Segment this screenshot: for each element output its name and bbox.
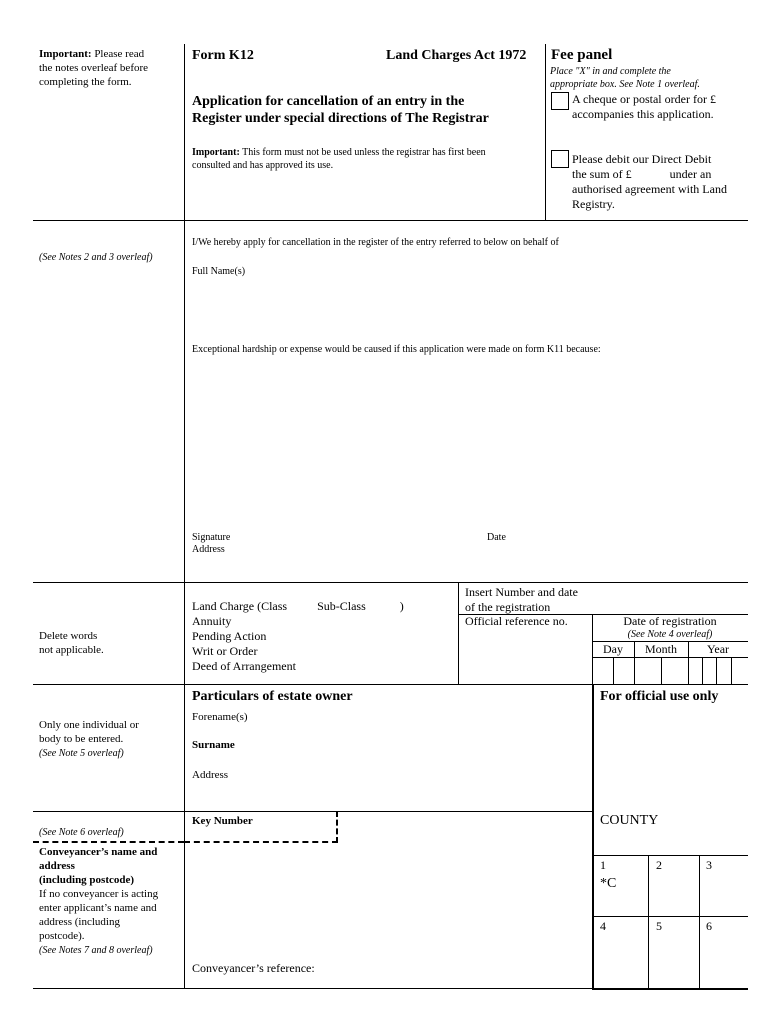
deed-arrangement-option: Deed of Arrangement (192, 659, 296, 673)
official-ref-label: Official reference no. (465, 614, 568, 628)
grid-cell-4: 4 (600, 919, 606, 933)
date-label: Date (487, 532, 506, 543)
insert-line-2: of the registration (465, 600, 551, 614)
forenames-label: Forename(s) (192, 711, 248, 723)
key-number-label: Key Number (192, 815, 253, 827)
signature-label: Signature (192, 532, 231, 543)
important-text-2: the notes overleaf before (39, 62, 149, 74)
fee-panel-title: Fee panel (551, 47, 613, 63)
date-registration-label: Date of registration (623, 614, 717, 628)
full-names-label: Full Name(s) (192, 266, 246, 277)
dd-line-1: Please debit our Direct Debit (572, 152, 712, 166)
applicant-bottom-rule (33, 582, 748, 583)
header-divider (545, 44, 546, 220)
year-box-3 (731, 657, 732, 684)
direct-debit-option (572, 152, 747, 212)
land-charge-options (192, 599, 457, 674)
one-ind-line-1: Only one individual or (39, 719, 139, 731)
surname-label: Surname (192, 739, 235, 751)
fee-inst-1: Place "X" in and complete the (550, 66, 671, 77)
pending-action-option: Pending Action (192, 629, 267, 643)
close-paren: ) (399, 599, 404, 613)
conveyancer-note (39, 845, 184, 957)
dd-line-4: Registry. (572, 197, 615, 211)
application-intro: I/We hereby apply for cancellation in the register of the entry referred to below on behalf of (192, 237, 559, 248)
insert-line-1: Insert Number and date (465, 585, 578, 599)
conveyancer-reference-label: Conveyancer’s reference: (192, 961, 315, 975)
hardship-label: Exceptional hardship or expense would be caused if this application were made on form K11 because: (192, 344, 601, 355)
official-use-title: For official use only (600, 689, 719, 704)
official-grid-top (592, 855, 748, 856)
official-grid-mid (592, 916, 748, 917)
header-important (192, 146, 542, 172)
county-label: COUNTY (600, 813, 659, 828)
dd-line-2b: under an (669, 167, 712, 181)
title-line-2: Register under special directions of The Registrar (192, 111, 489, 126)
conv-line-7: postcode). (39, 930, 85, 942)
note-6-ref: (See Note 6 overleaf) (39, 827, 124, 838)
land-charge-class: Land Charge (Class (192, 599, 288, 613)
charge-divider (458, 582, 459, 684)
conv-line-4: If no conveyancer is acting (39, 888, 159, 900)
grid-cell-2: 2 (656, 858, 662, 872)
official-left-border (592, 684, 594, 990)
year-label: Year (706, 642, 730, 656)
header-important-text-1: This form must not be used unless the registrar has first been (239, 147, 486, 158)
one-ind-line-2: body to be entered. (39, 733, 124, 745)
fee-instructions (550, 65, 750, 91)
title-line-1: Application for cancellation of an entry in the (192, 94, 465, 109)
note-4-ref: (See Note 4 overleaf) (627, 629, 713, 640)
grid-cell-3: 3 (706, 858, 712, 872)
official-grid-col-1 (648, 855, 649, 988)
dd-line-3: authorised agreement with Land (572, 182, 727, 196)
official-grid-col-2 (699, 855, 700, 988)
grid-star-c: *C (600, 876, 617, 891)
charge-bottom-rule (33, 684, 748, 685)
act-name: Land Charges Act 1972 (386, 48, 527, 63)
estate-address-label: Address (192, 769, 229, 781)
delete-words-note (39, 629, 104, 657)
month-box-1 (661, 657, 662, 684)
delete-line-2: not applicable. (39, 644, 104, 656)
year-box-2 (716, 657, 717, 684)
header-important-label: Important: (192, 147, 240, 158)
notes-2-3-ref: (See Notes 2 and 3 overleaf) (39, 252, 153, 263)
important-note (39, 47, 179, 89)
conv-line-1: Conveyancer’s name and (39, 846, 158, 858)
year-box-1 (702, 657, 703, 684)
fee-inst-2: appropriate box. See Note 1 overleaf. (550, 79, 700, 90)
official-bottom-border (592, 988, 748, 990)
header-important-text-2: consulted and has approved its use. (192, 160, 334, 171)
note-7-8-ref: (See Notes 7 and 8 overleaf) (39, 945, 153, 956)
cheque-line-2: accompanies this application. (572, 107, 714, 121)
day-box-1 (613, 657, 614, 684)
left-column-divider (184, 44, 185, 988)
cheque-line-1: A cheque or postal order for £ (572, 92, 716, 106)
sub-class: Sub-Class (317, 599, 366, 613)
direct-debit-checkbox[interactable] (551, 150, 569, 168)
insert-number-note (465, 585, 578, 615)
conv-line-6: address (including (39, 916, 120, 928)
dd-line-2a: the sum of £ (572, 167, 632, 181)
address-label: Address (192, 544, 225, 555)
cheque-checkbox[interactable] (551, 92, 569, 110)
writ-order-option: Writ or Order (192, 644, 258, 658)
important-label: Important: (39, 48, 92, 60)
cheque-option (572, 92, 716, 122)
delete-line-1: Delete words (39, 630, 98, 642)
form-title (192, 93, 542, 127)
conveyancer-dashed-rule (33, 841, 184, 843)
grid-cell-6: 6 (706, 919, 712, 933)
month-label: Month (644, 642, 677, 656)
conv-line-2: address (39, 860, 75, 872)
day-label: Day (603, 642, 623, 656)
date-label-rule (592, 657, 748, 658)
important-text-3: completing the form. (39, 76, 132, 88)
important-text: Please read (91, 48, 145, 60)
header-bottom-rule (33, 220, 748, 221)
form-id: Form K12 (192, 48, 254, 63)
conv-line-3: (including postcode) (39, 874, 135, 886)
note-5-ref: (See Note 5 overleaf) (39, 748, 124, 759)
annuity-option: Annuity (192, 614, 232, 628)
one-individual-note (39, 718, 184, 760)
estate-owner-title: Particulars of estate owner (192, 689, 353, 704)
conv-line-5: enter applicant’s name and (39, 902, 157, 914)
grid-cell-1: 1 (600, 858, 606, 872)
grid-cell-5: 5 (656, 919, 662, 933)
page-bottom-rule (33, 988, 592, 989)
